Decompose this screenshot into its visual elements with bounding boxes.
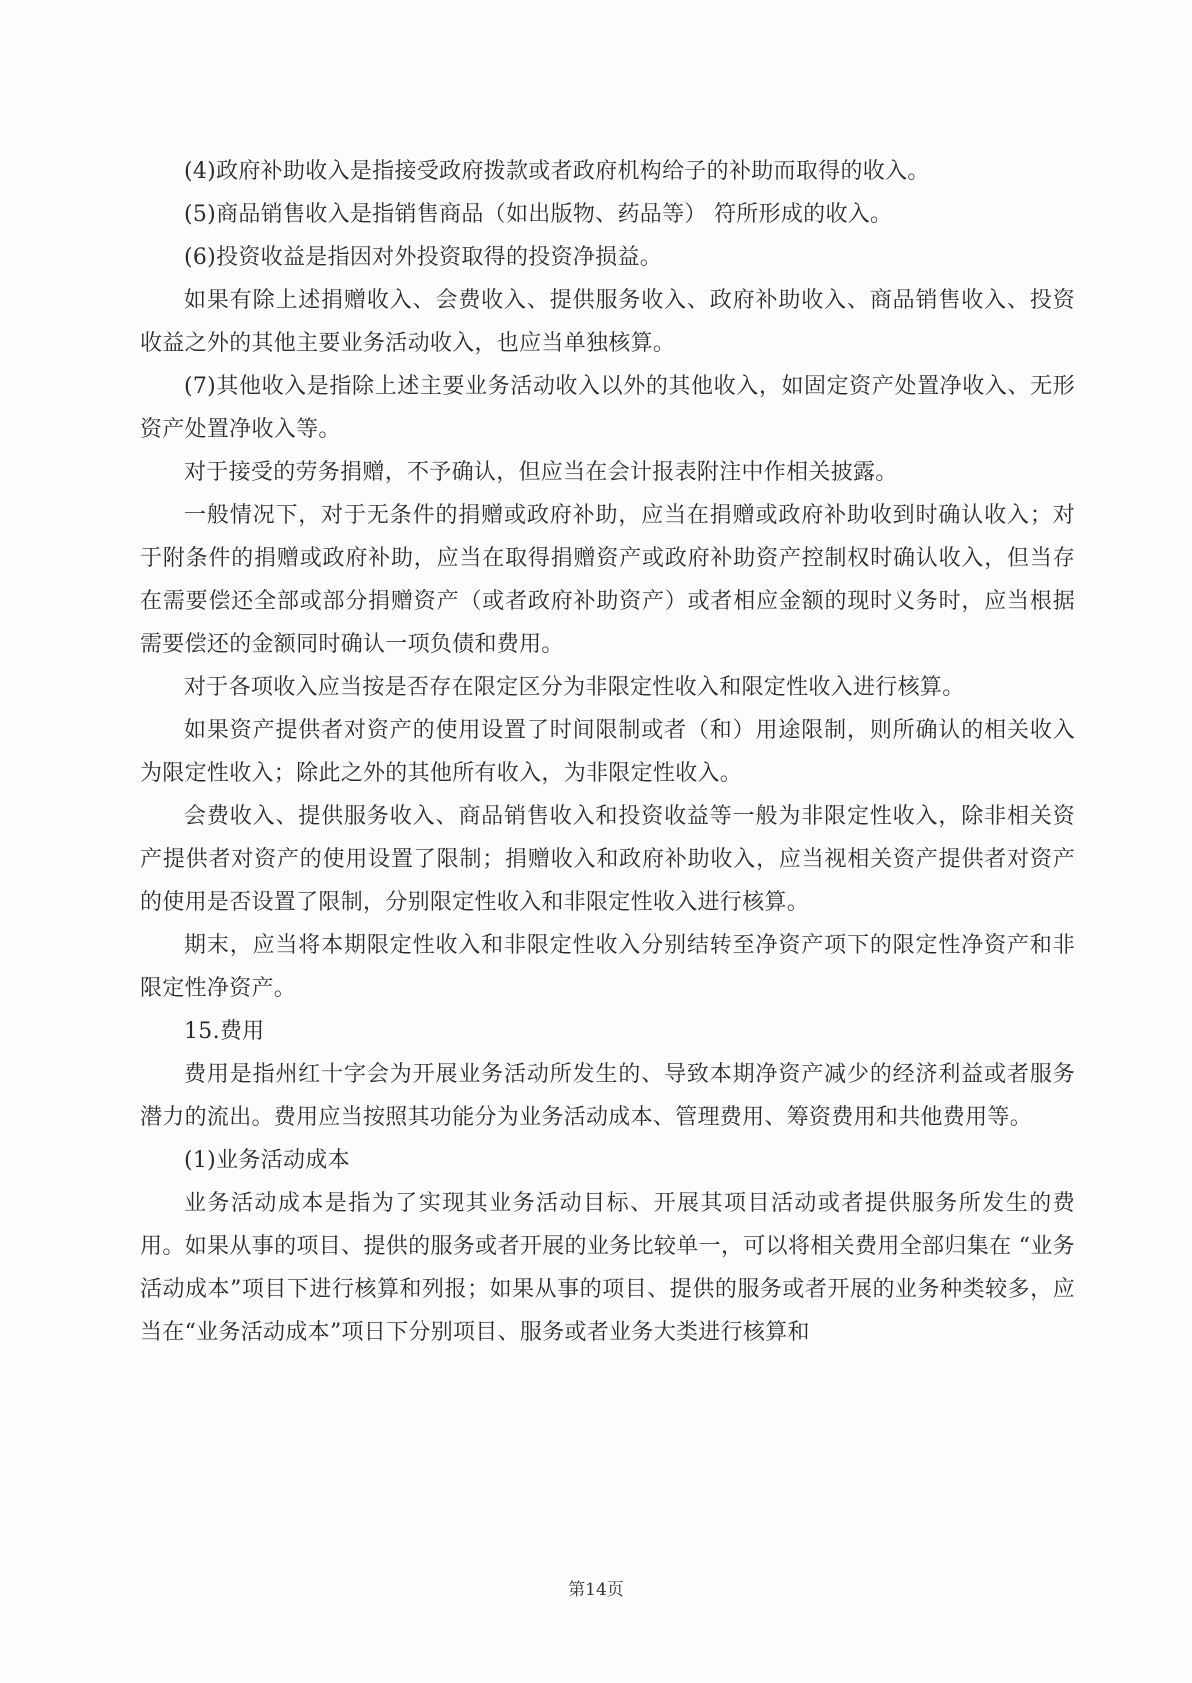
paragraph-item-4-government-subsidy: (4)政府补助收入是指接受政府拨款或者政府机构给子的补助而取得的收入。	[184, 159, 930, 184]
paragraph-restricted-classification: 对于各项收入应当按是否存在限定区分为非限定性收入和限定性收入进行核算。	[184, 675, 965, 700]
page-number: 第14页	[568, 1580, 624, 1600]
paragraph-service-donation: 对于接受的劳务捐赠，不予确认，但应当在会计报表附注中作相关披露。	[184, 460, 898, 485]
paragraph-unrestricted-income: 会费收入、提供服务收入、商品销售收入和投资收益等一般为非限定性收入，除非相关资产提供者对资产的使用设置了限制；捐赠收入和政府补助收入，应当视相关资产提供者对资产的使用是否设置了限制，分别限定性收入和非限定性收入进行核算。	[140, 804, 1075, 915]
paragraph-item-5-sales-revenue: (5)商品销售收入是指销售商品（如出版物、药品等） 符所形成的收入。	[184, 202, 893, 227]
paragraph-donation-recognition: 一般情况下，对于无条件的捐赠或政府补助，应当在捐赠或政府补助收到时确认收入；对于附条件的捐赠或政府补助，应当在取得捐赠资产或政府补助资产控制权时确认收入，但当存在需要偿还全部或部分捐赠资产（或者政府补助资产）或者相应金额的现时义务时，应当根据需要偿还的金额同时确认一项负债和费用。	[140, 503, 1075, 657]
body-text	[140, 150, 1075, 1354]
paragraph-period-end-transfer: 期末，应当将本期限定性收入和非限定性收入分别结转至净资产项下的限定性净资产和非限定性净资产。	[140, 933, 1075, 1001]
paragraph-other-main-revenue: 如果有除上述捐赠收入、会费收入、提供服务收入、政府补助收入、商品销售收入、投资收益之外的其他主要业务活动收入，也应当单独核算。	[140, 288, 1075, 356]
section-heading-expenses: 15.费用	[184, 1019, 265, 1044]
paragraph-restricted-definition: 如果资产提供者对资产的使用设置了时间限制或者（和）用途限制，则所确认的相关收入为限定性收入；除此之外的其他所有收入，为非限定性收入。	[140, 718, 1075, 786]
subheading-business-activity-cost: (1)业务活动成本	[184, 1148, 350, 1173]
paragraph-expense-definition: 费用是指州红十字会为开展业务活动所发生的、导致本期净资产减少的经济利益或者服务潜力的流出。费用应当按照其功能分为业务活动成本、管理费用、筹资费用和共他费用等。	[140, 1062, 1075, 1130]
paragraph-item-7-other-income: (7)其他收入是指除上述主要业务活动收入以外的其他收入，如固定资产处置净收入、无形资产处置净收入等。	[140, 374, 1075, 442]
paragraph-business-activity-cost: 业务活动成本是指为了实现其业务活动目标、开展其项目活动或者提供服务所发生的费用。如果从事的项目、提供的服务或者开展的业务比较单一，可以将相关费用全部归集在 “业务活动成本”项目下进行核算和列报；如果从事的项目、提供的服务或者开展的业务种类较多，应当在“业务活动成本”项日下分别项目、服务或者业务大类进行核算和	[140, 1191, 1075, 1345]
paragraph-item-6-investment-income: (6)投资收益是指因对外投资取得的投资净损益。	[184, 245, 663, 270]
